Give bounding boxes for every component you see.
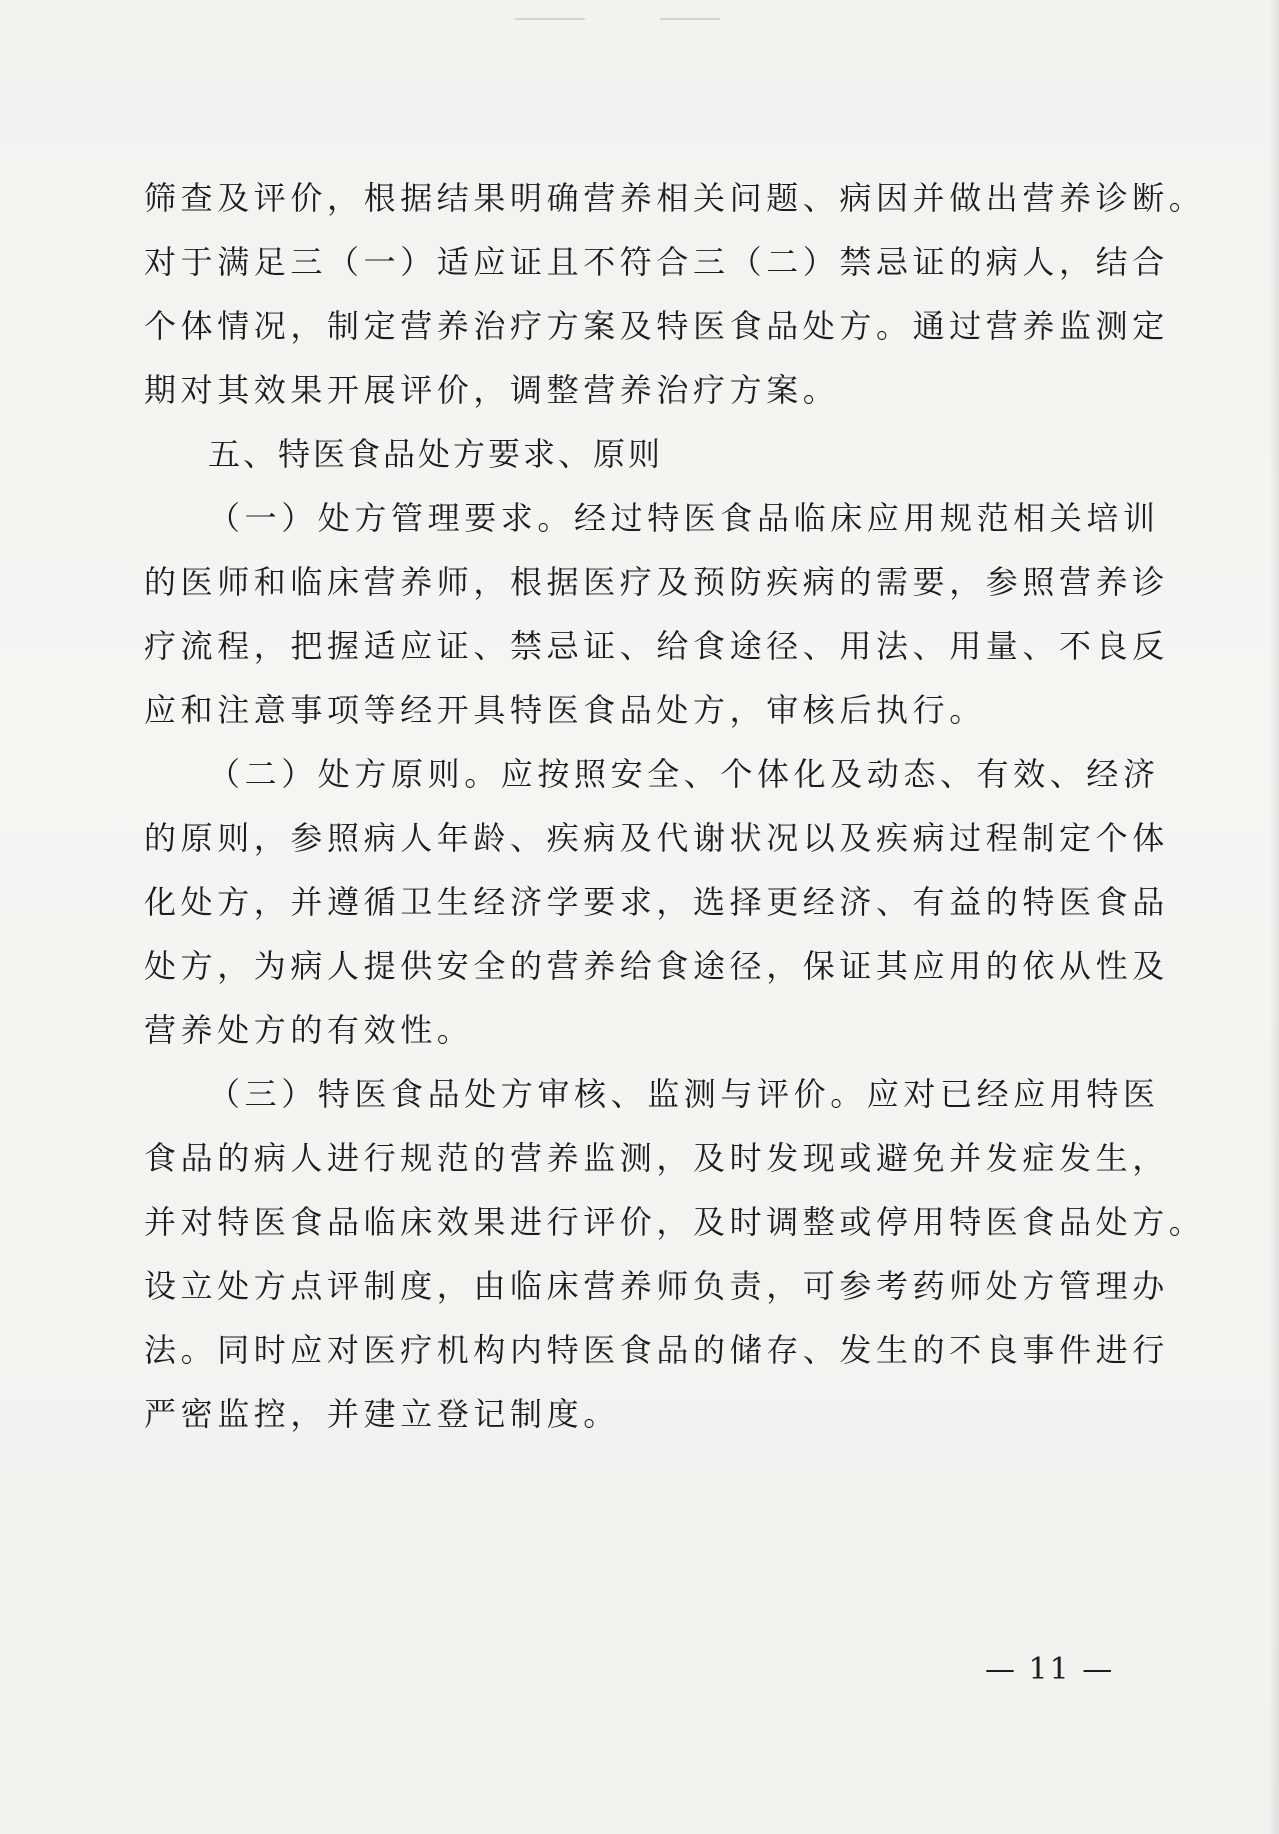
page-number: — 11 — [985, 1652, 1115, 1687]
text-line: 处方，为病人提供安全的营养给食途径，保证其应用的依从性及 [144, 947, 1169, 985]
text-line: 应和注意事项等经开具特医食品处方，审核后执行。 [144, 691, 986, 729]
text-line: （三）特医食品处方审核、监测与评价。应对已经应用特医 [208, 1075, 1160, 1113]
page-edge-shadow [1269, 0, 1279, 1834]
text-line: 营养处方的有效性。 [144, 1011, 474, 1049]
text-line: 个体情况，制定营养治疗方案及特医食品处方。通过营养监测定 [144, 307, 1169, 345]
text-line: 期对其效果开展评价，调整营养治疗方案。 [144, 371, 840, 409]
text-line: 设立处方点评制度，由临床营养师负责，可参考药师处方管理办 [144, 1267, 1169, 1305]
section-heading [144, 422, 1134, 486]
text-line: 并对特医食品临床效果进行评价，及时调整或停用特医食品处方。 [144, 1203, 1206, 1241]
text-line: （一）处方管理要求。经过特医食品临床应用规范相关培训 [208, 499, 1160, 537]
paragraph-review-monitoring [144, 1062, 1206, 1446]
text-line: 食品的病人进行规范的营养监测，及时发现或避免并发症发生， [144, 1139, 1169, 1177]
document-body [144, 166, 1206, 1446]
paragraph-continuation [144, 166, 1206, 422]
text-line: 化处方，并遵循卫生经济学要求，选择更经济、有益的特医食品 [144, 883, 1169, 921]
scan-artifact [515, 18, 585, 20]
text-line: 对于满足三（一）适应证且不符合三（二）禁忌证的病人，结合 [144, 243, 1169, 281]
text-line: 法。同时应对医疗机构内特医食品的储存、发生的不良事件进行 [144, 1331, 1169, 1369]
text-line: 筛查及评价，根据结果明确营养相关问题、病因并做出营养诊断。 [144, 179, 1206, 217]
text-line: 疗流程，把握适应证、禁忌证、给食途径、用法、用量、不良反 [144, 627, 1169, 665]
text-line: 严密监控，并建立登记制度。 [144, 1395, 620, 1433]
paragraph-prescription-management [144, 486, 1169, 742]
text-line: （二）处方原则。应按照安全、个体化及动态、有效、经济 [208, 755, 1160, 793]
text-line: 的原则，参照病人年龄、疾病及代谢状况以及疾病过程制定个体 [144, 819, 1169, 857]
scan-artifact [660, 18, 720, 20]
text-line: 的医师和临床营养师，根据医疗及预防疾病的需要，参照营养诊 [144, 563, 1169, 601]
paragraph-prescription-principles [144, 742, 1169, 1062]
heading-text: 五、特医食品处方要求、原则 [208, 435, 664, 473]
